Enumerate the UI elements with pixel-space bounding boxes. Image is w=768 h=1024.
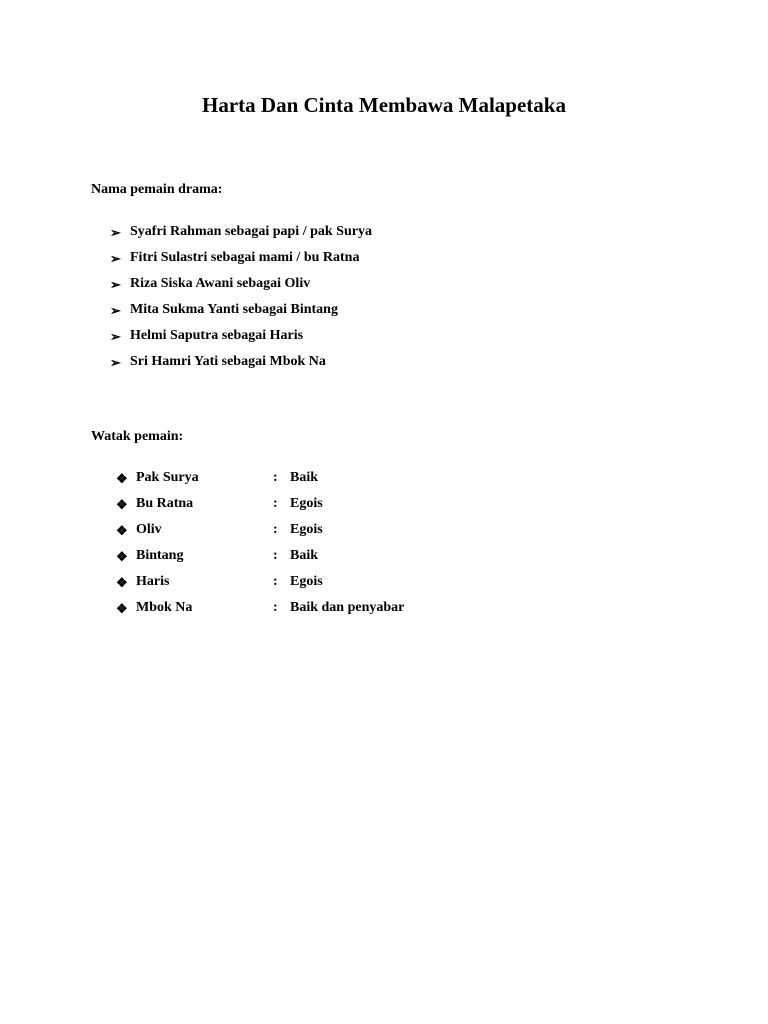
arrow-bullet-icon: ➢ <box>110 276 121 292</box>
list-item <box>116 569 404 595</box>
role-name: Haris <box>136 574 170 589</box>
role-name: Bu Ratna <box>136 496 194 511</box>
role-trait: Baik <box>290 548 319 563</box>
cast-item-text: Syafri Rahman sebagai papi / pak Surya <box>130 224 372 239</box>
role-trait: Egois <box>290 574 323 589</box>
roles-heading: Watak pemain: <box>91 429 184 444</box>
cast-heading: Nama pemain drama: <box>91 182 223 197</box>
role-trait: Egois <box>290 522 323 537</box>
role-trait: Egois <box>290 496 323 511</box>
arrow-bullet-icon: ➢ <box>110 354 121 370</box>
cast-item-text: Riza Siska Awani sebagai Oliv <box>130 276 311 291</box>
role-separator: : <box>273 496 278 511</box>
diamond-bullet-icon: ❖ <box>116 522 128 538</box>
list-item <box>116 595 404 621</box>
role-separator: : <box>273 600 278 615</box>
diamond-bullet-icon: ❖ <box>116 600 128 616</box>
role-separator: : <box>273 522 278 537</box>
cast-item-text: Fitri Sulastri sebagai mami / bu Ratna <box>130 250 360 265</box>
cast-list <box>110 219 372 375</box>
list-item <box>110 271 372 297</box>
list-item <box>110 219 372 245</box>
arrow-bullet-icon: ➢ <box>110 302 121 318</box>
document-title: Harta Dan Cinta Membawa Malapetaka <box>202 93 566 117</box>
role-separator: : <box>273 574 278 589</box>
list-item <box>116 491 404 517</box>
role-name: Bintang <box>136 548 184 563</box>
list-item <box>110 245 372 271</box>
cast-item-text: Sri Hamri Yati sebagai Mbok Na <box>130 354 326 369</box>
role-trait: Baik <box>290 470 319 485</box>
diamond-bullet-icon: ❖ <box>116 496 128 512</box>
diamond-bullet-icon: ❖ <box>116 470 128 486</box>
cast-item-text: Helmi Saputra sebagai Haris <box>130 328 304 343</box>
role-name: Pak Surya <box>136 470 199 485</box>
list-item <box>116 465 404 491</box>
list-item <box>116 543 404 569</box>
role-name: Mbok Na <box>136 600 193 615</box>
diamond-bullet-icon: ❖ <box>116 574 128 590</box>
role-separator: : <box>273 548 278 563</box>
list-item <box>110 349 372 375</box>
role-name: Oliv <box>136 522 162 537</box>
arrow-bullet-icon: ➢ <box>110 328 121 344</box>
list-item <box>110 297 372 323</box>
list-item <box>110 323 372 349</box>
arrow-bullet-icon: ➢ <box>110 250 121 266</box>
roles-list <box>116 465 404 621</box>
cast-item-text: Mita Sukma Yanti sebagai Bintang <box>130 302 338 317</box>
list-item <box>116 517 404 543</box>
diamond-bullet-icon: ❖ <box>116 548 128 564</box>
role-separator: : <box>273 470 278 485</box>
role-trait: Baik dan penyabar <box>290 600 405 615</box>
arrow-bullet-icon: ➢ <box>110 224 121 240</box>
